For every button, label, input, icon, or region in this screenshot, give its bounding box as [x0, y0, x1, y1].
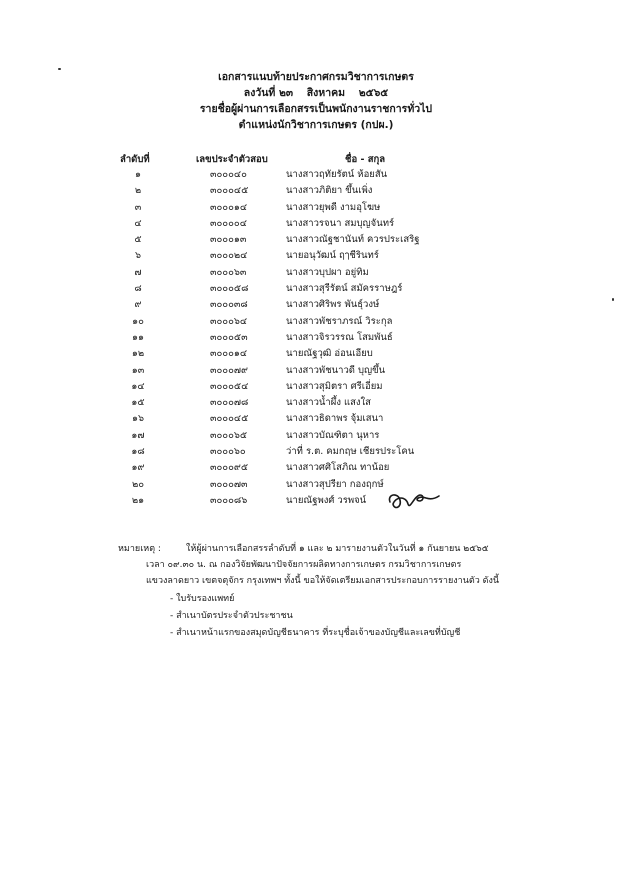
row-name: นางสาวรจนา สมบุญจันทร์ [286, 217, 395, 229]
row-number: ๑ [134, 169, 142, 180]
header-subtitle: รายชื่อผู้ผ่านการเลือกสรรเป็นพนักงานราชการทั่วไป [199, 103, 433, 115]
candidate-list [0, 167, 632, 509]
header-title: เอกสารแนบท้ายประกาศกรมวิชาการเกษตร [218, 71, 414, 83]
row-name: นางสาวสุรีรัตน์ สมัครราษฎร์ [286, 283, 403, 295]
column-header-name: ชื่อ - สกุล [345, 154, 386, 165]
table-row [0, 297, 632, 313]
row-number: ๒๑ [131, 494, 145, 506]
row-exam-id: ๓๐๐๐๗๙ [210, 364, 248, 376]
list-item: - สำเนาหน้าแรกของสมุดบัญชีธนาคาร ที่ระบุชื่อเจ้าของบัญชีและเลขที่บัญชี [170, 628, 461, 638]
table-row [0, 216, 632, 232]
table-row [0, 379, 632, 395]
document-header [0, 70, 632, 134]
row-number: ๕ [134, 234, 142, 246]
row-number: ๑๓ [131, 364, 145, 376]
table-row [0, 363, 632, 379]
header-date-month: สิงหาคม [306, 87, 346, 99]
table-row [0, 411, 632, 427]
row-number: ๑๘ [131, 446, 145, 458]
table-row [0, 248, 632, 264]
row-exam-id: ๓๐๐๐๓๘ [210, 299, 248, 311]
row-exam-id: ๓๐๐๐๗๘ [210, 397, 249, 409]
row-exam-id: ๓๐๐๐๔๐ [210, 169, 247, 180]
table-row [0, 232, 632, 248]
table-row [0, 428, 632, 444]
row-exam-id: ๓๐๐๐๖๕ [210, 429, 248, 441]
row-exam-id: ๓๐๐๐๖๐ [210, 446, 246, 458]
remark-body [146, 541, 500, 589]
table-row [0, 395, 632, 411]
row-number: ๖ [134, 250, 142, 262]
row-name: นางสาวพัชราภรณ์ วิระกุล [286, 315, 393, 327]
row-number: ๑๗ [131, 429, 145, 441]
row-number: ๑๐ [132, 315, 144, 327]
row-exam-id: ๓๐๐๐๕๔ [210, 380, 249, 392]
table-row [0, 167, 632, 183]
table-row [0, 265, 632, 281]
list-item: - สำเนาบัตรประจำตัวประชาชน [170, 611, 293, 621]
table-row [0, 314, 632, 330]
row-name: นางสาวฤทัยรัตน์ ห้อยสัน [286, 169, 388, 180]
header-date-prefix: ลงวันที่ ๒๓ [243, 87, 294, 99]
row-name: นางสาวณัฐชานันท์ ควรประเสริฐ [286, 234, 420, 246]
table-row [0, 346, 632, 362]
row-number: ๑๕ [131, 397, 145, 409]
table-row [0, 281, 632, 297]
row-number: ๔ [134, 217, 142, 229]
row-exam-id: ๓๐๐๐๑๓ [210, 234, 247, 246]
row-exam-id: ๓๐๐๐๙๕ [210, 462, 249, 474]
table-row [0, 330, 632, 346]
document-checklist [170, 591, 460, 642]
row-exam-id: ๓๐๐๐๕๓ [210, 331, 248, 343]
table-row [0, 183, 632, 199]
column-header-no: ลำดับที่ [120, 154, 150, 165]
row-number: ๙ [134, 299, 142, 311]
table-row [0, 477, 632, 493]
row-name: นางสาวบัณฑิตา นุหาร [286, 429, 380, 441]
row-number: ๑๑ [131, 331, 145, 343]
row-exam-id: ๓๐๐๐๗๓ [210, 478, 248, 490]
row-name: นางสาวยุพดี งามอุโฆษ [286, 201, 381, 213]
row-exam-id: ๓๐๐๐๘๖ [210, 494, 248, 506]
row-name: นางสาวศิริพร พันธุ์วงษ์ [286, 299, 380, 311]
row-number: ๗ [134, 266, 142, 278]
remark-line-2: เวลา ๐๙.๓๐ น. ณ กองวิจัยพัฒนาปัจจัยการผลิตทางการเกษตร กรมวิชาการเกษตร [146, 560, 462, 570]
table-row [0, 200, 632, 216]
row-name: นายณัฐพงศ์ วรพจน์ [286, 494, 367, 506]
remark-label: หมายเหตุ : [118, 544, 161, 554]
row-exam-id: ๓๐๐๐๖๔ [210, 315, 248, 327]
row-name: นางสาวธิดาพร จุ้มเสนา [286, 413, 384, 425]
row-name: นางสาวสุมิตรา ศรีเอี่ยม [286, 380, 383, 392]
header-date [0, 86, 632, 102]
row-exam-id: ๓๐๐๐๐๔ [210, 217, 247, 229]
header-position: ตำแหน่งนักวิชาการเกษตร (กปผ.) [238, 119, 394, 131]
column-header-id: เลขประจำตัวสอบ [196, 154, 268, 165]
row-name: นางสาวน้ำผึ้ง แสงใส [286, 397, 371, 409]
remark-line-1: ให้ผู้ผ่านการเลือกสรรลำดับที่ ๑ และ ๒ มารายงานตัวในวันที่ ๑ กันยายน ๒๕๖๕ [186, 544, 489, 554]
row-exam-id: ๓๐๐๐๑๔ [210, 201, 248, 213]
row-number: ๑๖ [131, 413, 145, 425]
row-exam-id: ๓๐๐๐๕๘ [210, 283, 249, 295]
row-number: ๑๒ [131, 348, 145, 360]
header-date-year: ๒๕๖๕ [358, 87, 389, 99]
row-exam-id: ๓๐๐๐๑๔ [210, 348, 248, 360]
row-number: ๘ [134, 283, 142, 295]
row-number: ๒๐ [131, 478, 145, 490]
table-row [0, 493, 632, 509]
row-name: ว่าที่ ร.ต. คมกฤษ เชียรประโคน [286, 446, 415, 458]
table-row [0, 460, 632, 476]
row-name: นางสาวจิรวรรณ โสมพันธ์ [286, 331, 393, 343]
row-number: ๓ [134, 201, 142, 213]
row-name: นางสาวศศิโสภิณ ทาน้อย [286, 462, 390, 474]
row-exam-id: ๓๐๐๐๒๔ [210, 250, 248, 262]
row-exam-id: ๓๐๐๐๔๕ [210, 413, 249, 425]
row-name: นางสาวสุปรียา กองฤกษ์ [286, 478, 384, 490]
remark-line-3: แขวงลาดยาว เขตจตุจักร กรุงเทพฯ ทั้งนี้ ขอให้จัดเตรียมเอกสารประกอบการรายงานตัว ดังนี้ [146, 576, 500, 586]
list-item: - ใบรับรองแพทย์ [170, 594, 235, 604]
row-number: ๒ [134, 185, 142, 197]
row-number: ๑๔ [131, 380, 145, 392]
row-name: นางสาวภิติยา ขึ้นเพิ่ง [286, 185, 373, 197]
signature-mark [384, 486, 442, 514]
row-name: นายอนุวัฒน์ ฤๅชีรินทร์ [286, 250, 379, 262]
row-exam-id: ๓๐๐๐๔๕ [210, 185, 249, 197]
row-name: นางสาวพัชนาวดี บุญขึ้น [286, 364, 386, 376]
table-row [0, 444, 632, 460]
row-name: นายณัฐวุฒิ อ่อนเอียบ [286, 348, 373, 360]
row-name: นางสาวบุปผา อยู่ทิม [286, 266, 369, 278]
row-number: ๑๙ [131, 462, 145, 474]
row-exam-id: ๓๐๐๐๖๓ [210, 266, 247, 278]
